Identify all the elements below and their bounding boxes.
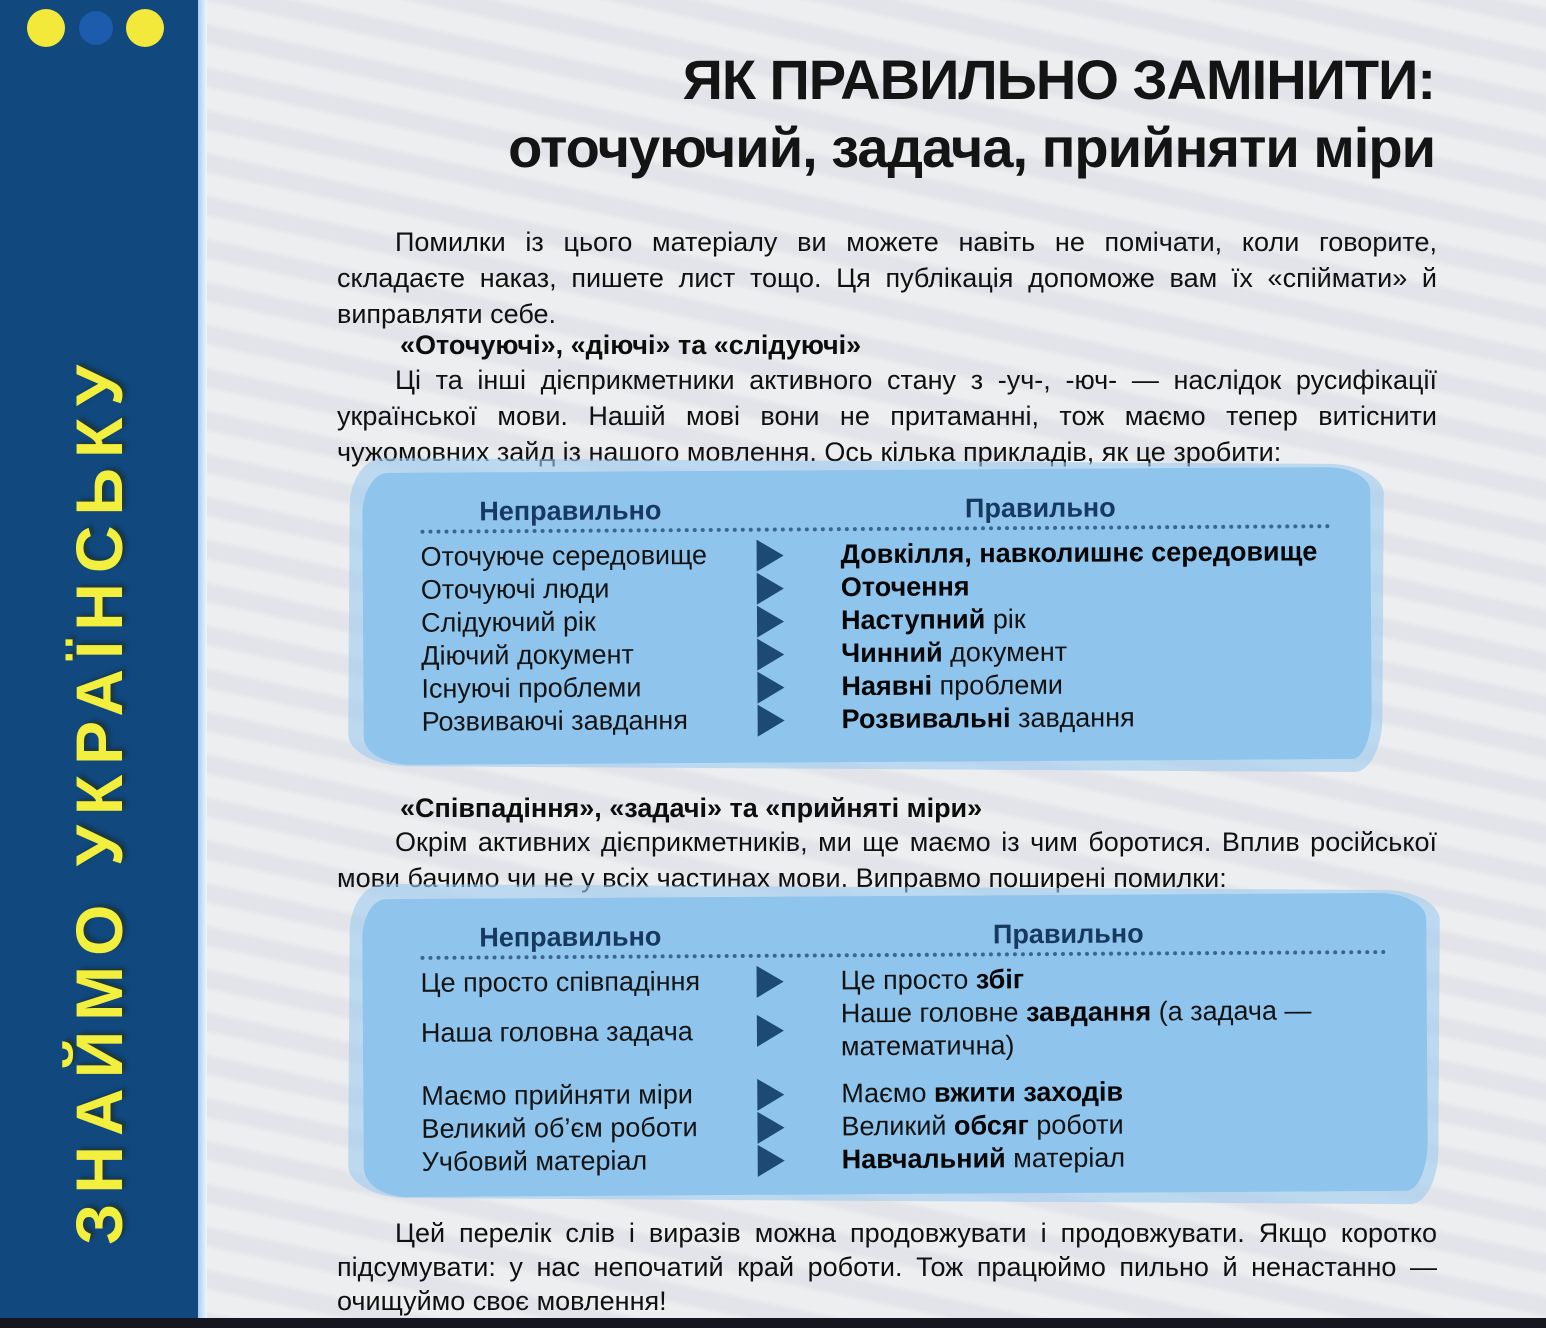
- table-row: [422, 1140, 1388, 1179]
- arrow-right-icon: [757, 572, 784, 604]
- right-phrase-post: документ: [942, 636, 1068, 668]
- brand-vertical-text: ЗНАЙМО УКРАЇНСЬКУ: [62, 355, 136, 1245]
- wrong-phrase: Оточуючі люди: [420, 573, 610, 605]
- arrow-right-icon: [758, 1144, 785, 1176]
- right-phrase-post: роботи: [1028, 1109, 1124, 1141]
- right-phrase-bold: Навчальний: [841, 1143, 1006, 1175]
- section-body: Окрім активних дієприкметників, ми ще маємо із чим боротися. Вплив російської мови бачимо чи не у всіх частинах мови. Виправмо поширені помилки:: [337, 827, 1437, 893]
- column-header-right: Правильно: [964, 492, 1116, 524]
- right-phrase: [841, 1074, 1387, 1110]
- bottom-strip: [0, 1318, 1546, 1328]
- arrow-right-icon: [757, 1111, 784, 1143]
- arrow-right-icon: [757, 638, 784, 670]
- right-phrase-bold: обсяг: [953, 1110, 1029, 1141]
- right-phrase-bold: вжити заходів: [933, 1076, 1124, 1108]
- yellow-dot-icon: [126, 9, 164, 47]
- page-title-line2: оточуючий, задача, прийняти міри: [508, 116, 1435, 179]
- right-phrase-pre: Маємо: [841, 1077, 935, 1109]
- arrow-right-icon: [758, 704, 785, 736]
- table-row: [421, 667, 1331, 706]
- right-phrase: [841, 1107, 1387, 1143]
- outro-paragraph: Цей перелік слів і виразів можна продовжувати і продовжувати. Якщо коротко підсумувати: у нас непочатий край роботи. Тож працюймо пильно й ненастанно — очищуймо своє мовлення!: [337, 1218, 1437, 1316]
- arrow-right-icon: [757, 1078, 784, 1110]
- page-title: [340, 46, 1435, 182]
- table-row: [421, 568, 1331, 607]
- section-heading: «Оточуючі», «діючі» та «слідуючі»: [400, 330, 862, 360]
- right-phrase-pre: Наше головне: [840, 997, 1027, 1029]
- right-phrase-bold: Оточення: [840, 571, 970, 603]
- right-phrase-bold: Наступний: [840, 604, 986, 636]
- table-row: [421, 994, 1387, 1066]
- right-phrase-pre: Великий: [841, 1110, 955, 1142]
- right-phrase: [841, 961, 1387, 997]
- column-header-right: Правильно: [992, 918, 1144, 950]
- right-phrase: [841, 994, 1387, 1063]
- right-phrase-bold: завдання: [1025, 996, 1152, 1028]
- blue-dot-icon: [79, 11, 113, 45]
- column-header-wrong: Неправильно: [479, 921, 662, 953]
- sidebar: [0, 0, 198, 1328]
- column-header-wrong: Неправильно: [479, 495, 662, 527]
- table-row: [421, 601, 1331, 640]
- right-phrase: [842, 1140, 1388, 1176]
- wrong-phrase: Існуючі проблеми: [421, 672, 642, 704]
- right-phrase-post: рік: [985, 604, 1026, 635]
- right-phrase-bold: Довкілля, навколишнє середовище: [840, 536, 1318, 570]
- wrong-phrase: Учбовий матеріал: [421, 1145, 648, 1177]
- right-phrase-bold: Наявні: [841, 670, 933, 702]
- wrong-phrase: Оточуюче середовище: [420, 539, 708, 572]
- right-phrase-bold: Чинний: [841, 637, 943, 669]
- arrow-right-icon: [757, 1015, 784, 1047]
- wrong-phrase: Маємо прийняти міри: [421, 1079, 693, 1111]
- arrow-right-icon: [757, 671, 784, 703]
- comparison-table: [362, 893, 1428, 1197]
- table-row: [421, 535, 1331, 574]
- right-phrase: [841, 601, 1331, 637]
- right-phrase: [841, 535, 1331, 571]
- right-phrase-post: матеріал: [1005, 1142, 1126, 1174]
- wrong-phrase: Слідуючий рік: [420, 606, 596, 638]
- comparison-table: [362, 467, 1372, 765]
- table-row: [421, 634, 1331, 673]
- sidebar-divider: [198, 0, 207, 1328]
- yellow-dot-icon: [27, 9, 65, 47]
- right-phrase-post: завдання: [1010, 702, 1135, 734]
- right-phrase-bold: збіг: [975, 964, 1025, 995]
- right-phrase-post: (а задача — математична): [840, 995, 1312, 1062]
- table-header-row: [420, 489, 1330, 529]
- arrow-right-icon: [757, 605, 784, 637]
- arrow-right-icon: [757, 965, 784, 997]
- right-phrase-post: проблеми: [932, 669, 1064, 701]
- table-row: [422, 700, 1332, 739]
- intro-paragraph: Помилки із цього матеріалу ви можете навіть не помічати, коли говорите, складаєте наказ, пишете лист тощо. Ця публікація допоможе вам їх «спіймати» й виправляти себе.: [337, 227, 1437, 329]
- wrong-phrase: Розвиваючі завдання: [421, 705, 689, 737]
- right-phrase: [841, 568, 1331, 604]
- wrong-phrase: Наша головна задача: [420, 1015, 693, 1048]
- table-header-row: [420, 915, 1386, 955]
- right-phrase: [842, 700, 1332, 736]
- page-title-line1: ЯК ПРАВИЛЬНО ЗАМІНИТИ:: [682, 48, 1435, 111]
- right-phrase-pre: Це просто: [840, 964, 976, 996]
- arrow-right-icon: [757, 539, 784, 571]
- right-phrase-bold: Розвивальні: [841, 703, 1011, 735]
- wrong-phrase: Це просто співпадіння: [420, 966, 701, 998]
- wrong-phrase: Великий об’єм роботи: [421, 1112, 698, 1144]
- right-phrase: [841, 634, 1331, 670]
- wrong-phrase: Діючий документ: [421, 639, 634, 671]
- section-heading: «Співпадіння», «задачі» та «прийняті міри»: [400, 793, 983, 823]
- section-body: Ці та інші дієприкметники активного стану з -уч-, -юч- — наслідок русифікації української мови. Нашій мові вони не притаманні, тож маємо тепер витіснити чужомовних зайд із нашого мовлення. Ось кілька прикладів, як це зробити:: [337, 365, 1437, 467]
- right-phrase: [841, 667, 1331, 703]
